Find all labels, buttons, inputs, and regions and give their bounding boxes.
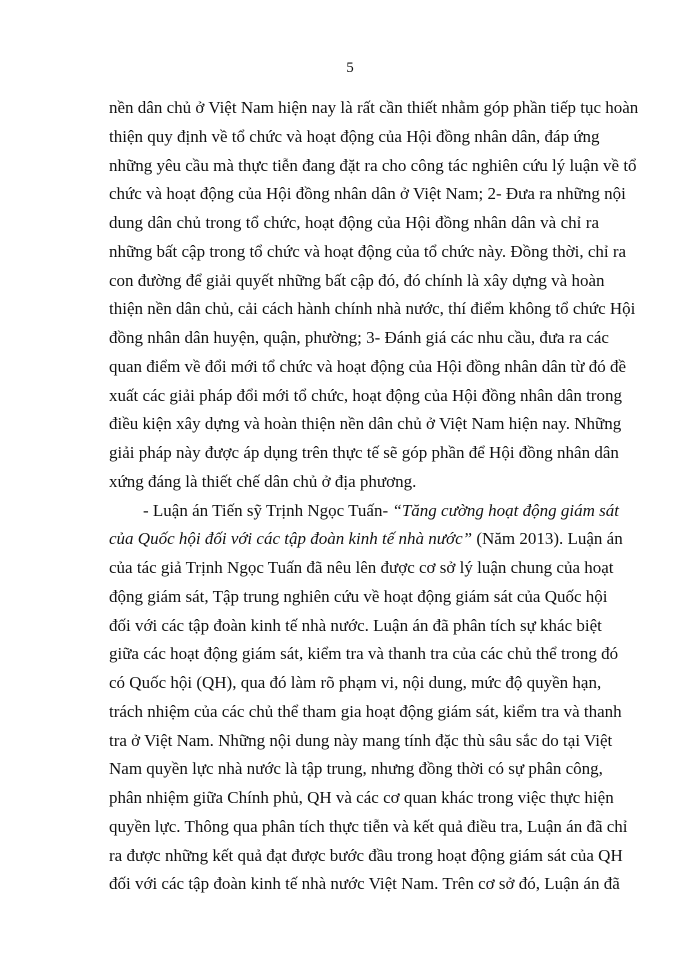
text-line: những bất cập trong tổ chức và hoạt động của tổ chức này. Đồng thời, chỉ ra	[109, 241, 627, 261]
text-line: xuất các giải pháp đổi mới tổ chức, hoạt động của Hội đồng nhân dân trong	[109, 385, 622, 405]
text-line	[109, 525, 623, 554]
text-line: có Quốc hội (QH), qua đó làm rõ phạm vi, nội dung, mức độ quyền hạn,	[109, 673, 602, 692]
text-run: (Năm 2013). Luận án	[472, 529, 623, 549]
text-line: thiện nền dân chủ, cải cách hành chính nhà nước, thí điểm không tổ chức Hội	[109, 299, 636, 319]
text-line: con đường để giải quyết những bất cập đó, đó chính là xây dựng và hoàn	[109, 270, 605, 290]
text-line	[109, 497, 619, 526]
thesis-title-run: của Quốc hội đối với các tập đoàn kinh tế nhà nước”	[109, 529, 473, 549]
text-line: đối với các tập đoàn kinh tế nhà nước. Luận án đã phân tích sự khác biệt	[109, 615, 602, 635]
text-run: - Luận án Tiến sỹ Trịnh Ngọc Tuấn-	[143, 500, 393, 520]
page-number: 5	[346, 60, 354, 76]
text-line: giải pháp này được áp dụng trên thực tế sẽ góp phần để Hội đồng nhân dân	[109, 443, 619, 462]
body-text	[109, 94, 639, 899]
text-line: nền dân chủ ở Việt Nam hiện nay là rất cần thiết nhằm góp phần tiếp tục hoàn	[109, 98, 639, 117]
text-line: Nam quyền lực nhà nước là tập trung, nhưng đồng thời có sự phân công,	[109, 759, 603, 779]
text-line: trách nhiệm của các chủ thể tham gia hoạt động giám sát, kiểm tra và thanh	[109, 701, 622, 721]
text-line: điều kiện xây dựng và hoàn thiện nền dân chủ ở Việt Nam hiện nay. Những	[109, 414, 622, 434]
text-line: giữa các hoạt động giám sát, kiểm tra và thanh tra của các chủ thể trong đó	[109, 644, 619, 664]
thesis-title-run: “Tăng cường hoạt động giám sát	[392, 500, 619, 520]
text-line: của tác giả Trịnh Ngọc Tuấn đã nêu lên được cơ sở lý luận chung của hoạt	[109, 558, 614, 577]
text-line: thiện quy định về tổ chức và hoạt động của Hội đồng nhân dân, đáp ứng	[109, 126, 600, 146]
text-line: động giám sát, Tập trung nghiên cứu về hoạt động giám sát của Quốc hội	[109, 586, 608, 606]
text-line: đồng nhân dân huyện, quận, phường; 3- Đánh giá các nhu cầu, đưa ra các	[109, 328, 609, 347]
text-line: phân nhiệm giữa Chính phủ, QH và các cơ quan khác trong việc thực hiện	[109, 788, 614, 807]
text-line: dung dân chủ trong tổ chức, hoạt động của Hội đồng nhân dân và chỉ ra	[109, 213, 599, 232]
paragraph-1	[109, 94, 639, 497]
text-line: tra ở Việt Nam. Những nội dung này mang tính đặc thù sâu sắc do tại Việt	[109, 730, 613, 750]
text-line: chức và hoạt động của Hội đồng nhân dân ở Việt Nam; 2- Đưa ra những nội	[109, 184, 626, 204]
text-line: đối với các tập đoàn kinh tế nhà nước Việt Nam. Trên cơ sở đó, Luận án đã	[109, 874, 620, 894]
text-line: quyền lực. Thông qua phân tích thực tiễn và kết quả điều tra, Luận án đã chỉ	[109, 816, 628, 836]
text-line: những yêu cầu mà thực tiễn đang đặt ra cho công tác nghiên cứu lý luận về tổ	[109, 155, 637, 175]
text-line: xứng đáng là thiết chế dân chủ ở địa phương.	[109, 471, 417, 491]
text-line: ra được những kết quả đạt được bước đầu trong hoạt động giám sát của QH	[109, 845, 623, 865]
text-line: quan điểm về đổi mới tổ chức và hoạt động của Hội đồng nhân dân từ đó đề	[109, 356, 626, 376]
paragraph-2	[109, 497, 628, 900]
